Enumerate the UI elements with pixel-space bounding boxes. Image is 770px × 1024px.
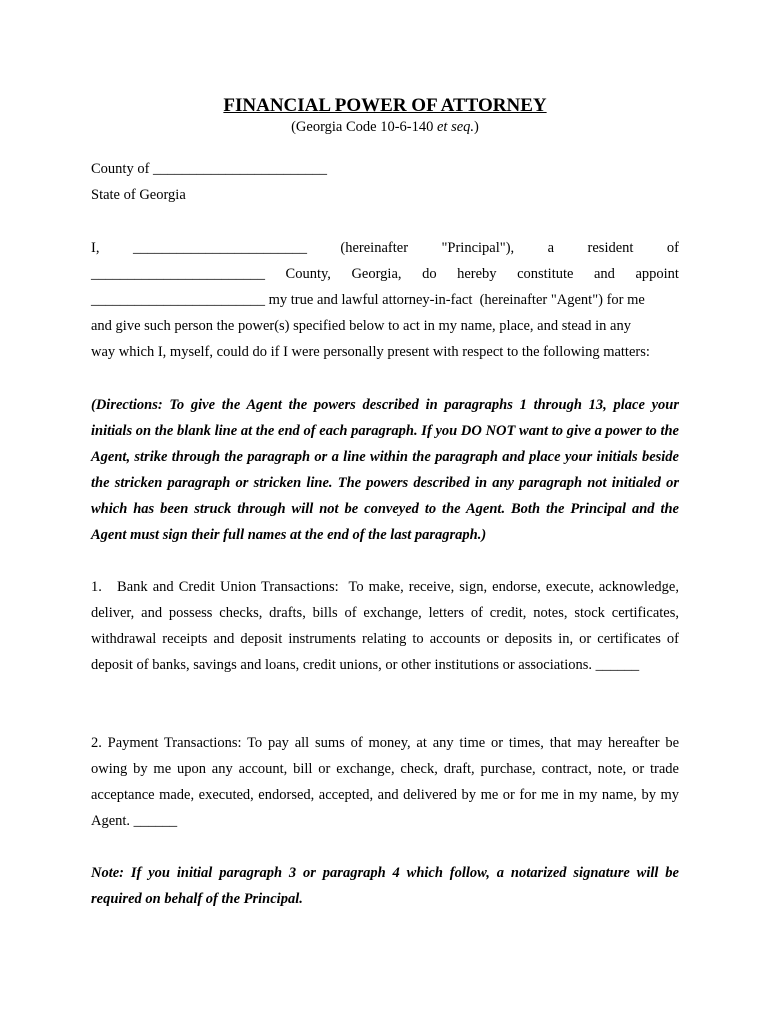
intro-paragraph [91,235,679,365]
intro-row-4: and give such person the power(s) specified below to act in my name, place, and stead in any [91,318,631,334]
intro-word: County, [285,266,331,282]
intro-word: resident [587,240,634,256]
directions-paragraph: (Directions: To give the Agent the powers described in paragraphs 1 through 13, place your initials on the blank line at the end of each paragraph. If you DO NOT want to give a power to the Agent, strike through the paragraph or a line within the paragraph and place your initials beside the stricken paragraph or stricken line. The powers described in any paragraph not initialed or which has been struck through will not be conveyed to the Agent. Both the Principal and the Agent must sign their full names at the end of the last paragraph.) [91,397,679,543]
document-title [91,94,679,118]
intro-row-5: way which I, myself, could do if I were personally present with respect to the following matters: [91,344,650,360]
intro-word: Georgia, [351,266,402,282]
intro-row-3: ________________________ my true and lawful attorney-in-fact (hereinafter "Agent") for me [91,292,645,308]
paragraph-2-payment-transactions: 2. Payment Transactions: To pay all sums of money, at any time or times, that may hereafter be owing by me upon any account, bill or exchange, check, draft, purchase, contract, note, or trade acceptance made, executed, endorsed, accepted, and delivered by me or for me in my name, by my Agent. ______ [91,735,679,829]
intro-word: and [594,266,615,282]
principal-name-blank: ________________________ [132,240,307,256]
document-subtitle [91,117,679,137]
intro-word: of [666,240,679,256]
county-name-blank: ________________________ [91,266,265,282]
intro-word: I, [91,240,100,256]
intro-word: (hereinafter [340,240,409,256]
intro-word: "Principal"), [441,240,515,256]
subtitle-suffix: ) [474,119,479,135]
intro-word: appoint [635,266,679,282]
subtitle-prefix: (Georgia Code 10-6-140 [291,119,437,135]
state-line: State of Georgia [91,187,186,203]
notarization-note: Note: If you initial paragraph 3 or paragraph 4 which follow, a notarized signature will be required on behalf of the Principal. [91,865,679,907]
intro-word: a [547,240,555,256]
county-line: County of ________________________ [91,161,328,177]
intro-word: do [422,266,437,282]
intro-row-2 [91,261,679,287]
subtitle-italic: et seq. [437,119,475,135]
intro-word: hereby [457,266,497,282]
paragraph-1-bank-transactions: 1. Bank and Credit Union Transactions: To make, receive, sign, endorse, execute, acknowledge, deliver, and possess checks, drafts, bills of exchange, letters of credit, notes, stock certificates, withdrawal receipts and deposit instruments relating to accounts or deposits in, or certificates of deposit of banks, savings and loans, credit unions, or other institutions or associations. ______ [91,579,683,673]
document-title-text: FINANCIAL POWER OF ATTORNEY [223,95,547,116]
intro-row-1 [91,235,679,261]
intro-word: constitute [517,266,574,282]
